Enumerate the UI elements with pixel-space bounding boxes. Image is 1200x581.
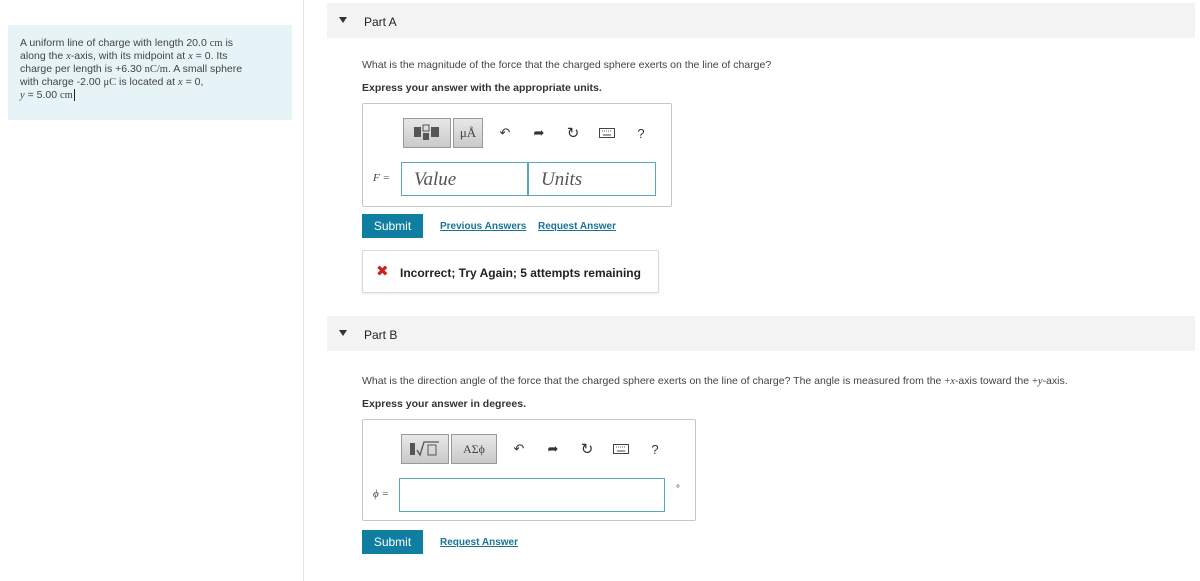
problem-line: y = 5.00 cm bbox=[20, 89, 73, 101]
units-input[interactable]: Units bbox=[528, 162, 656, 196]
units-label: μÅ bbox=[459, 125, 477, 140]
greek-icon[interactable] bbox=[451, 434, 497, 464]
problem-line: with charge -2.00 μC is located at x = 0, bbox=[20, 76, 204, 88]
units-icon[interactable] bbox=[453, 118, 483, 148]
part-a-toolbar bbox=[403, 118, 651, 148]
feedback-text: Incorrect; Try Again; 5 attempts remaining bbox=[400, 266, 641, 280]
reset-icon[interactable]: ↻ bbox=[566, 125, 580, 142]
part-a-question: What is the magnitude of the force that the charged sphere exerts on the line of charge? bbox=[362, 59, 772, 71]
collapse-triangle-icon[interactable] bbox=[339, 330, 347, 336]
part-b-answer-box bbox=[362, 419, 696, 521]
error-x-icon: ✖ bbox=[376, 263, 389, 280]
part-a-instruction: Express your answer with the appropriate units. bbox=[362, 82, 602, 94]
part-a-header[interactable] bbox=[327, 3, 1195, 38]
part-b-submit-button[interactable]: Submit bbox=[362, 530, 423, 554]
part-a-answer-box bbox=[362, 103, 672, 207]
problem-line: along the x-axis, with its midpoint at x = 0. Its bbox=[20, 50, 228, 62]
keyboard-icon[interactable] bbox=[597, 126, 617, 141]
part-a-request-answer-link[interactable]: Request Answer bbox=[538, 221, 616, 232]
sqrt-icon[interactable] bbox=[401, 434, 449, 464]
problem-line: A uniform line of charge with length 20.0 cm is bbox=[20, 37, 234, 49]
redo-icon[interactable]: ➦ bbox=[533, 125, 545, 140]
help-icon[interactable]: ? bbox=[651, 441, 659, 457]
keyboard-icon[interactable] bbox=[611, 442, 631, 457]
angle-variable-label: ϕ = bbox=[373, 488, 389, 500]
part-b-header[interactable] bbox=[327, 316, 1195, 351]
part-a-submit-button[interactable]: Submit bbox=[362, 214, 423, 238]
angle-input[interactable] bbox=[399, 478, 665, 512]
part-b-request-answer-link[interactable]: Request Answer bbox=[440, 537, 518, 548]
redo-icon[interactable]: ➦ bbox=[547, 441, 559, 456]
undo-icon[interactable]: ↶ bbox=[513, 441, 525, 456]
feedback-box bbox=[362, 250, 659, 293]
part-b-question: What is the direction angle of the force that the charged sphere exerts on the line of charge? The angle is measured from the +x-axis toward the +y-axis. bbox=[362, 375, 1068, 387]
part-b-instruction: Express your answer in degrees. bbox=[362, 398, 526, 410]
value-input[interactable]: Value bbox=[401, 162, 528, 196]
degree-unit: ° bbox=[676, 484, 680, 495]
problem-line: charge per length is +6.30 nC/m. A small sphere bbox=[20, 63, 243, 75]
part-a-label: Part A bbox=[364, 15, 397, 29]
part-b-label: Part B bbox=[364, 328, 398, 342]
templates-icon[interactable] bbox=[403, 118, 451, 148]
force-variable-label: F = bbox=[373, 172, 390, 184]
collapse-triangle-icon[interactable] bbox=[339, 17, 347, 23]
reset-icon[interactable]: ↻ bbox=[580, 441, 594, 458]
problem-statement bbox=[8, 25, 292, 120]
help-icon[interactable]: ? bbox=[637, 125, 645, 141]
part-b-toolbar bbox=[401, 434, 665, 464]
undo-icon[interactable]: ↶ bbox=[499, 125, 511, 140]
greek-label: ΑΣϕ bbox=[463, 441, 485, 456]
panel-divider bbox=[303, 0, 304, 581]
previous-answers-link[interactable]: Previous Answers bbox=[440, 221, 527, 232]
